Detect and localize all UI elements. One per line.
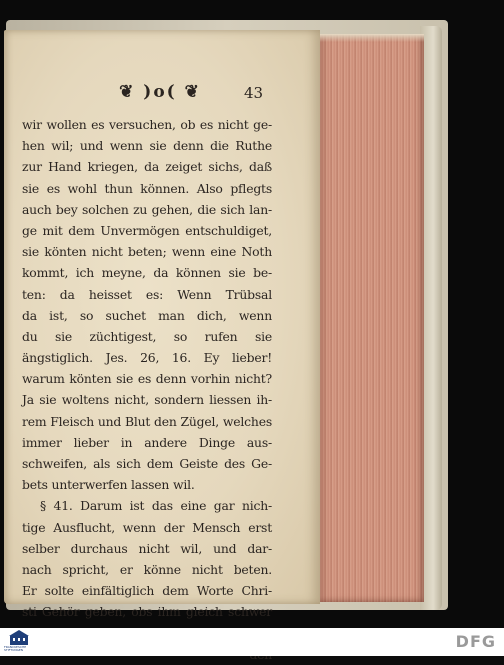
text-line: bets unterwerfen lassen wil. xyxy=(22,477,195,493)
text-line: du sie züchtigest, so rufen sie xyxy=(22,328,272,344)
text-line: selber durchaus nicht wil, und dar- xyxy=(22,540,272,556)
text-line: Ja sie woltens nicht, sondern liessen ih- xyxy=(22,392,272,408)
page-number: 43 xyxy=(244,84,264,102)
institution-logo[interactable] xyxy=(4,630,34,654)
footer-bar xyxy=(0,628,504,656)
running-head-ornament: ❦ )o( ❦ xyxy=(119,82,201,102)
text-line: tige Ausflucht, wenn der Mensch erst xyxy=(22,519,272,535)
text-line: auch bey solchen zu gehen, die sich lan- xyxy=(22,201,272,217)
page-text-block xyxy=(22,114,272,665)
text-line: hen wil; und wenn sie denn die Ruthe xyxy=(22,138,272,154)
text-line: da ist, so suchet man dich, wenn xyxy=(22,307,272,323)
printed-page xyxy=(4,30,320,620)
text-line: immer lieber in andere Dinge aus- xyxy=(22,434,272,450)
page-block-edges xyxy=(316,34,424,602)
text-line: rem Fleisch und Blut den Zügel, welches xyxy=(22,413,272,429)
text-line: kommt, ich meyne, da können sie be- xyxy=(22,265,272,281)
funder-logo[interactable]: DFG xyxy=(455,632,496,651)
text-line: schweifen, als sich dem Geiste des Ge- xyxy=(22,456,272,471)
text-line: wir wollen es versuchen, ob es nicht ge- xyxy=(22,117,272,132)
text-line: ängstiglich. Jes. 26, 16. Ey lieber! xyxy=(22,350,272,366)
text-line: ten: da heisset es: Wenn Trübsal xyxy=(22,286,272,302)
text-line: § 41. Darum ist das eine gar nich- xyxy=(40,498,272,514)
text-line: sti Gehör geben, obs ihm gleich schwer xyxy=(22,604,272,620)
text-line: warum könten sie es denn vorhin nicht? xyxy=(22,371,272,387)
orphanage-building-icon xyxy=(8,630,30,646)
text-line: Er solte einfältiglich dem Worte Chri- xyxy=(22,583,272,599)
text-line: nach spricht, er könne nicht beten. xyxy=(22,561,272,577)
page-block-top xyxy=(316,34,424,42)
text-line: ge mit dem Unvermögen entschuldiget, xyxy=(22,222,272,238)
text-line: zur Hand kriegen, da zeiget sichs, daß xyxy=(22,159,272,175)
text-line: sie es wohl thun können. Also pflegts xyxy=(22,180,272,196)
text-line: sie könten nicht beten; wenn eine Noth xyxy=(22,244,272,260)
logo-label: FRANCKESCHE STIFTUNGEN xyxy=(4,645,27,652)
